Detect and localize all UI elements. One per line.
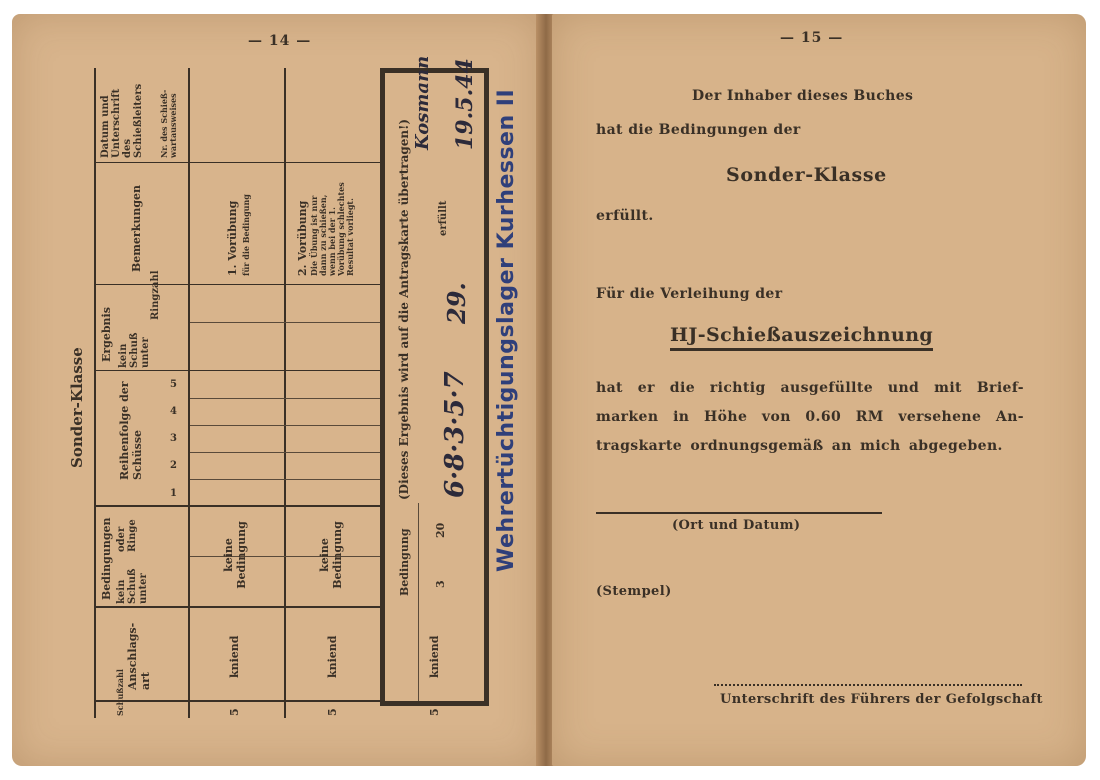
header-ergebnis: Ergebnis: [100, 307, 113, 362]
left-page-number: — 14 —: [248, 33, 312, 49]
row2-bemerkung-sub: Die Übung ist nur dann zu schießen, wenn bei der 1. Vorübung schlechtes Resultat vorliegt.: [309, 182, 355, 276]
row2-schusszahl: 5: [326, 708, 339, 716]
shot-number-1: 1: [170, 488, 177, 499]
header-reihenfolge: Reihenfolge der Schüsse: [118, 381, 144, 480]
text-line-owner: Der Inhaber dieses Buches: [692, 88, 914, 104]
box-bottom-border: [380, 701, 489, 706]
header-datum-small: Nr. des Schieß-wartausweises: [159, 89, 178, 158]
text-line-award-intro: Für die Verleihung der: [596, 286, 783, 302]
box-left-border: [380, 68, 385, 706]
box-right-border: [484, 68, 489, 706]
header-kein-schuss-unter: kein Schuß unter: [116, 568, 149, 604]
handwritten-shots: 6·8·3·5·7: [440, 371, 470, 498]
shot-number-3: 3: [170, 433, 177, 444]
row3-ringe: 20: [434, 522, 447, 538]
shot-line: [190, 479, 380, 480]
handwritten-date: 19.5.44: [452, 58, 478, 150]
header-bemerkungen: Bemerkungen: [130, 184, 143, 272]
row2-bedingung: keine Bedingung: [318, 521, 344, 589]
row1-anschlag: kniend: [228, 635, 241, 678]
shot-line: [190, 398, 380, 399]
shot-number-2: 2: [170, 460, 177, 471]
text-line-fulfilled: erfüllt.: [596, 208, 654, 224]
grid-col-line: [188, 68, 190, 718]
result-line: [190, 322, 380, 323]
header-datum: Datum und Unterschrift des Schießleiters: [100, 83, 144, 158]
row3-bemerkung: erfüllt: [438, 200, 449, 236]
text-line-conditions: hat die Bedingungen der: [596, 122, 801, 138]
band-note: (Dieses Ergebnis wird auf die Antragskarte übertragen!): [397, 118, 411, 500]
place-date-label: (Ort und Datum): [672, 518, 801, 533]
row2-anschlag: kniend: [326, 635, 339, 678]
row1-schusszahl: 5: [228, 708, 241, 716]
class-name: Sonder-Klasse: [726, 164, 887, 186]
header-schusszahl: Schußzahl: [115, 669, 125, 716]
grid-row-line: [94, 162, 384, 163]
shot-number-4: 4: [170, 406, 177, 417]
row3-schusszahl: 5: [428, 708, 441, 716]
row1-bedingung: keine Bedingung: [222, 521, 248, 589]
row3-bedingung-label: Bedingung: [398, 528, 411, 596]
box-inner-line: [418, 503, 419, 701]
right-page-number: — 15 —: [780, 30, 844, 46]
grid-left-border: [94, 68, 96, 718]
shot-line: [190, 452, 380, 453]
row1-bemerkung-sub: für die Bedingung: [241, 194, 251, 276]
para-line-1: hat er die richtig ausgefüllte und mit Brief-: [596, 380, 1024, 396]
grid-row-line: [94, 700, 384, 702]
row3-anschlag: kniend: [428, 635, 441, 678]
para-line-2: marken in Höhe von 0.60 RM versehene An-: [596, 409, 1024, 425]
header-ringzahl: Ringzahl: [150, 270, 161, 320]
signature-label: Unterschrift des Führers der Gefolgschaft: [720, 692, 1043, 707]
grid-row-line: [94, 606, 384, 608]
stamp-label: (Stempel): [596, 584, 672, 599]
header-kein-schuss-unter-2: kein Schuß unter: [118, 332, 151, 368]
signature-line: [714, 684, 1022, 686]
header-bedingungen: Bedingungen: [100, 517, 113, 600]
row2-bemerkung-title: 2. Vorübung: [296, 200, 309, 276]
award-name: HJ-Schießauszeichnung: [670, 324, 933, 351]
handwritten-signature: Kosmann: [412, 55, 433, 150]
para-line-3: tragskarte ordnungsgemäß an mich abgegeben.: [596, 438, 1003, 454]
grid-col-line: [284, 68, 286, 718]
place-date-line: [596, 512, 882, 514]
row3-kein-schuss: 3: [434, 580, 447, 588]
grid-row-line: [94, 284, 384, 285]
row1-bemerkung-title: 1. Vorübung: [226, 200, 239, 276]
shot-line: [190, 425, 380, 426]
unit-stamp: Wehrertüchtigungslager Kurhessen II: [494, 88, 519, 572]
cond-line: [190, 556, 380, 557]
shot-number-5: 5: [170, 379, 177, 390]
side-title: Sonder-Klasse: [68, 347, 86, 468]
handwritten-ringzahl: 29.: [442, 282, 471, 324]
header-anschlagsart: Anschlags-art: [126, 622, 152, 690]
header-oder-ringe: oder Ringe: [116, 519, 138, 552]
